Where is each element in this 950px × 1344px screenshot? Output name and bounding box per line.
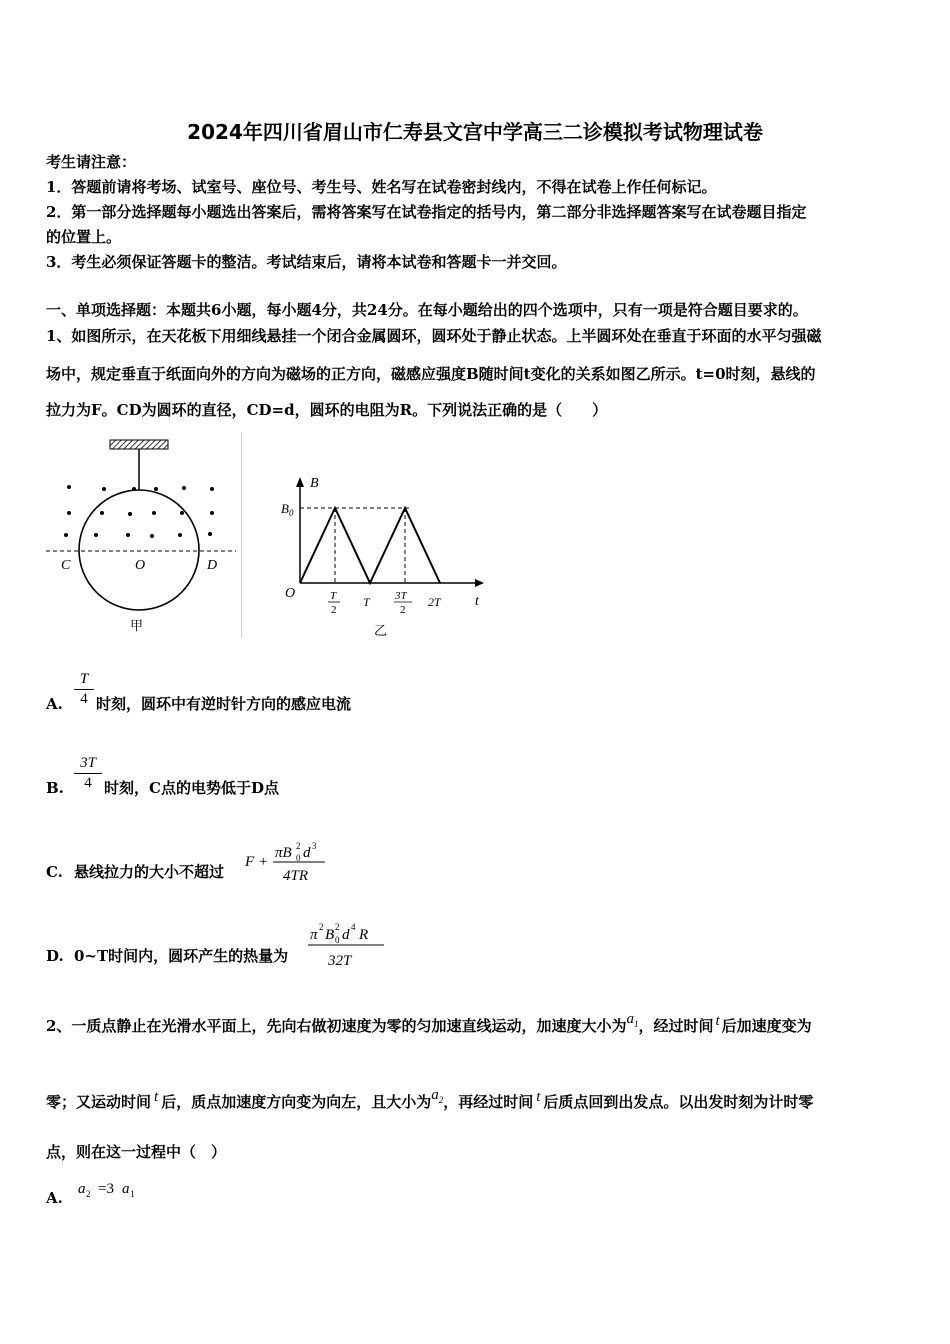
tick-3t-half-num: 3T [395, 590, 407, 602]
svg-text:d: d [303, 845, 311, 861]
q1-option-c-formula [243, 836, 335, 886]
tick-t: T [363, 595, 370, 609]
svg-text:F: F [245, 854, 255, 870]
svg-text:π: π [310, 927, 318, 943]
svg-text:2: 2 [319, 922, 324, 932]
notice-item-2-cont: 的位置上。 [46, 228, 122, 246]
q2-option-a-label: A. [46, 1189, 63, 1207]
q1-option-d-formula [304, 918, 388, 972]
svg-text:2: 2 [335, 922, 340, 932]
svg-text:a: a [122, 1181, 130, 1197]
notice-item-2: 2．第一部分选择题每小题选出答案后，需将答案写在试卷指定的括号内，第二部分非选择题答案写在试卷题目指定 [46, 203, 807, 221]
q1-option-b-label: B. [46, 779, 64, 797]
svg-text:32T: 32T [328, 953, 352, 969]
page-title: 2024年四川省眉山市仁寿县文宫中学高三二诊模拟考试物理试卷 [187, 120, 763, 144]
figure-yi [270, 465, 510, 645]
svg-text:1: 1 [130, 1189, 135, 1199]
svg-text:a: a [78, 1181, 86, 1197]
tick-3t-half-den: 2 [400, 604, 406, 616]
section-heading: 一、单项选择题：本题共6小题，每小题4分，共24分。在每小题给出的四个选项中，只有一项是符合题目要求的。 [46, 301, 808, 319]
q1-option-d-text: 0~T时间内，圆环产生的热量为 [74, 947, 289, 965]
x-axis-label: t [475, 594, 479, 609]
tick-2t: 2T [428, 595, 441, 609]
svg-text:2: 2 [86, 1189, 91, 1199]
q1-option-c-label: C. [46, 863, 63, 881]
svg-text:3: 3 [312, 841, 317, 851]
svg-text:0: 0 [335, 935, 340, 945]
q1-option-b-fraction: $\frac{3T}{4}$ [74, 754, 102, 793]
metal-ring [79, 490, 199, 610]
label-O: O [135, 558, 146, 573]
y-axis-label: B [310, 476, 319, 491]
svg-text:0: 0 [296, 853, 301, 863]
q2-option-a-formula [76, 1175, 146, 1203]
q1-stem-line2: 场中，规定垂直于纸面向外的方向为磁场的正方向，磁感应强度B随时间t变化的关系如图乙所示。t=0时刻，悬线的 [46, 365, 816, 383]
figure-jia [44, 432, 244, 642]
label-yi: 乙 [374, 624, 388, 639]
q1-stem-line3: 拉力为F。CD为圆环的直径，CD=d，圆环的电阻为R。下列说法正确的是（ ） [46, 401, 608, 419]
svg-text:πB: πB [275, 845, 292, 861]
label-D: D [207, 558, 218, 573]
svg-text:B: B [325, 927, 335, 943]
ceiling [110, 440, 168, 449]
q1-option-a-fraction: $\frac{T}{4}$ [74, 670, 94, 709]
tick-t-half-den: 2 [331, 604, 337, 616]
svg-text:d: d [342, 927, 350, 943]
q1-option-a-text: 时刻，圆环中有逆时针方向的感应电流 [96, 695, 352, 713]
label-jia: 甲 [130, 619, 144, 634]
q1-option-c-text: 悬线拉力的大小不超过 [74, 863, 225, 881]
svg-text:4TR: 4TR [283, 868, 309, 884]
y-arrow [296, 477, 304, 487]
svg-text:+: + [259, 854, 268, 870]
peak-label: $B_0$ [281, 501, 294, 518]
q2-stem-line1: 2、一质点静止在光滑水平面上，先向右做初速度为零的匀加速直线运动，加速度大小为$a^1$，经过时间 t 后加速度变为 [46, 1011, 812, 1035]
figure-divider [241, 432, 242, 637]
q2-stem-line3: 点，则在这一过程中（ ） [46, 1143, 227, 1161]
notice-item-3: 3．考生必须保证答题卡的整洁。考试结束后，请将本试卷和答题卡一并交回。 [46, 253, 567, 271]
q1-option-a-label: A. [46, 695, 63, 713]
svg-text:=3: =3 [98, 1181, 114, 1197]
x-arrow [475, 579, 484, 587]
label-C: C [61, 558, 71, 573]
q1-stem-line1: 1、如图所示，在天花板下用细线悬挂一个闭合金属圆环，圆环处于静止状态。上半圆环处在垂直于环面的水平匀强磁 [46, 327, 822, 345]
origin-label: O [285, 586, 296, 601]
q2-stem-line2: 零；又运动时间 t 后，质点加速度方向变为向左，且大小为$a^2$，再经过时间 t 后质点回到出发点。以出发时刻为计时零 [46, 1087, 814, 1111]
svg-text:2: 2 [296, 841, 301, 851]
b-t-curve [300, 508, 440, 583]
notice-heading: 考生请注意： [46, 153, 137, 171]
q1-option-b-text: 时刻，C点的电势低于D点 [104, 779, 279, 797]
svg-text:R: R [359, 927, 369, 943]
field-dots [64, 485, 214, 538]
notice-item-1: 1．答题前请将考场、试室号、座位号、考生号、姓名写在试卷密封线内，不得在试卷上作任何标记。 [46, 178, 717, 196]
svg-text:4: 4 [351, 922, 356, 932]
tick-t-half-num: T [330, 590, 337, 602]
q1-option-d-label: D. [46, 947, 64, 965]
